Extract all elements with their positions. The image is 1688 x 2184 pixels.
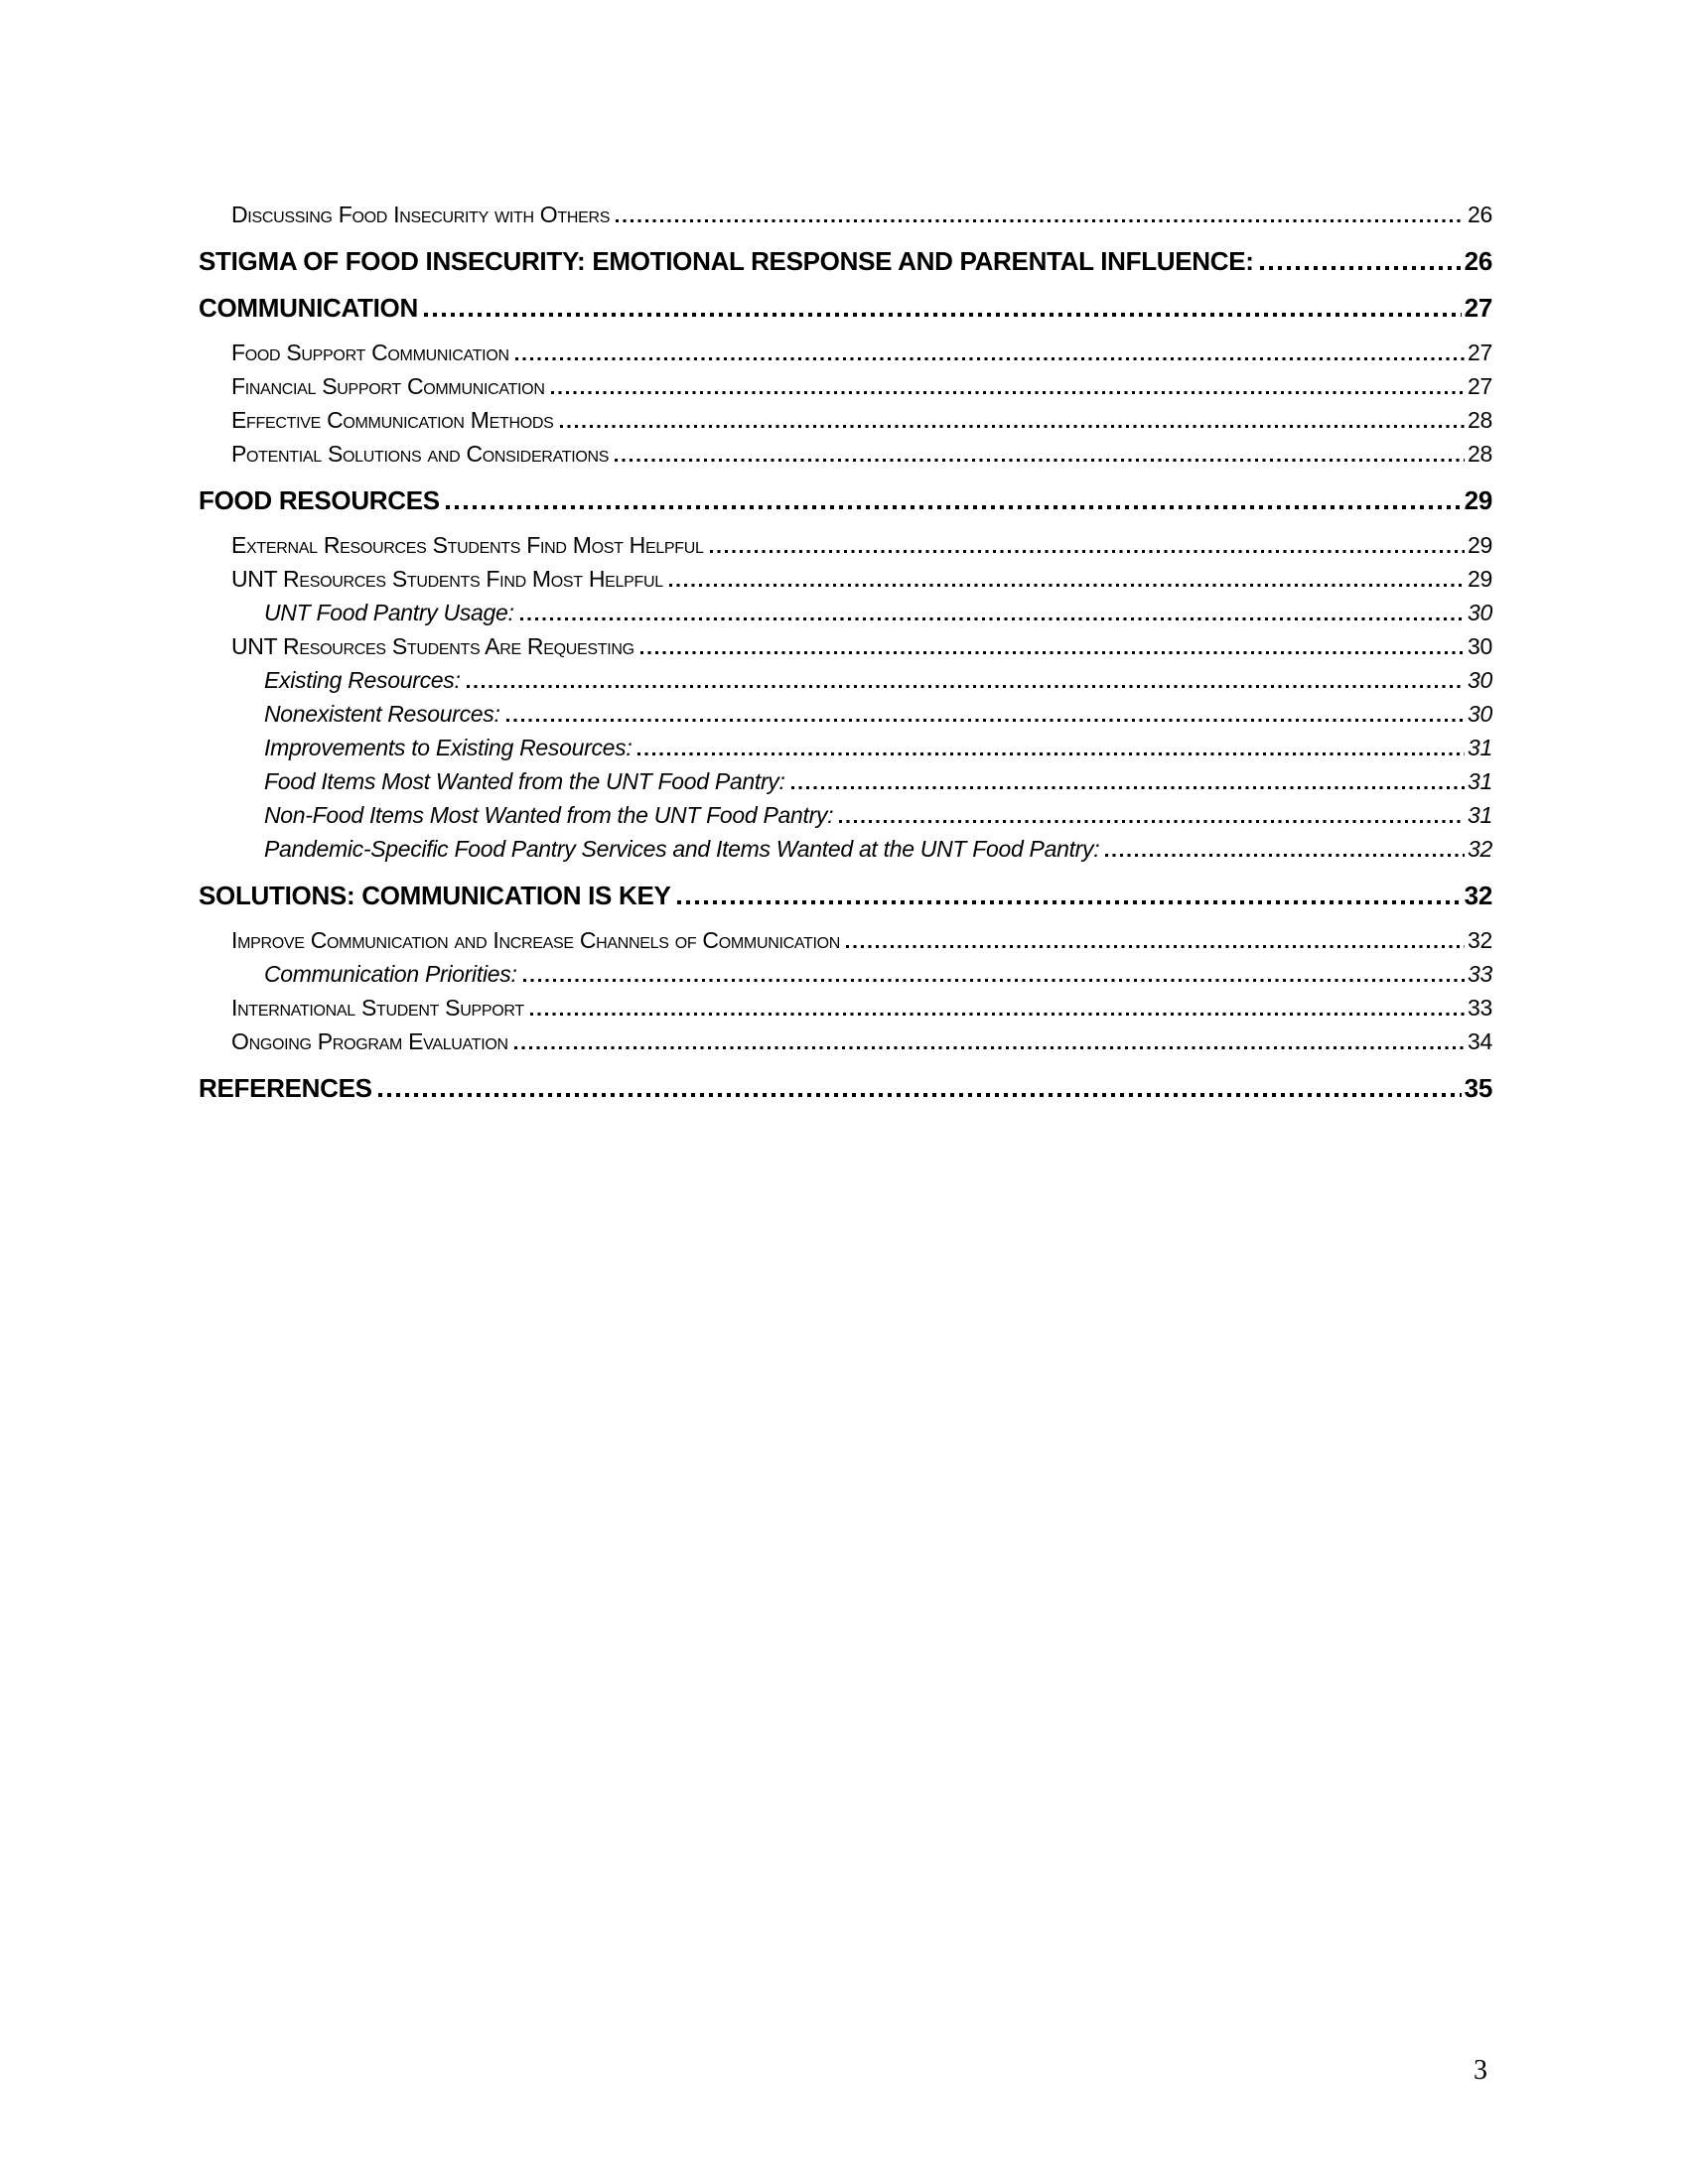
- dot-leader: [637, 752, 1465, 755]
- dot-leader: [616, 219, 1465, 222]
- dot-leader: [514, 1046, 1465, 1049]
- toc-entry-page-number: 32: [1464, 881, 1492, 910]
- dot-leader: [791, 786, 1465, 789]
- toc-entry-label: Improvements to Existing Resources:: [264, 735, 633, 760]
- toc-entry[interactable]: [199, 764, 1492, 798]
- dot-leader: [530, 1013, 1465, 1016]
- toc-entry[interactable]: [199, 798, 1492, 832]
- toc-entry-label: Effective Communication Methods: [231, 407, 554, 433]
- toc-entry-label: Food Support Communication: [231, 340, 509, 365]
- toc-entry-label: FOOD RESOURCES: [199, 485, 440, 515]
- toc-entry-label: Potential Solutions and Considerations: [231, 441, 610, 467]
- toc-entry-label: Nonexistent Resources:: [264, 701, 500, 727]
- toc-entry-label: STIGMA OF FOOD INSECURITY: EMOTIONAL RESPONSE AND PARENTAL INFLUENCE:: [199, 246, 1254, 276]
- toc-entry-label: Ongoing Program Evaluation: [231, 1028, 508, 1054]
- dot-leader: [467, 685, 1465, 688]
- dot-leader: [846, 945, 1465, 948]
- dot-leader: [424, 313, 1462, 317]
- toc-entry-label: Existing Resources:: [264, 667, 461, 693]
- toc-entry[interactable]: [199, 923, 1492, 957]
- dot-leader: [378, 1093, 1462, 1097]
- toc-entry[interactable]: [199, 403, 1492, 437]
- dot-leader: [1105, 854, 1465, 857]
- toc-entry-label: UNT Food Pantry Usage:: [264, 600, 514, 625]
- toc-entry-label: Pandemic-Specific Food Pantry Services and Items Wanted at the UNT Food Pantry:: [264, 836, 1100, 862]
- toc-entry[interactable]: [199, 663, 1492, 697]
- toc-entry-page-number: 31: [1468, 802, 1492, 828]
- toc-entry-page-number: 32: [1468, 836, 1492, 862]
- toc-entry-page-number: 30: [1468, 633, 1492, 659]
- toc-entry[interactable]: [199, 369, 1492, 403]
- toc-entry-page-number: 27: [1468, 373, 1492, 399]
- toc-entry-label: Communication Priorities:: [264, 961, 517, 987]
- toc-entry-page-number: 27: [1464, 293, 1492, 323]
- toc-entry-label: UNT Resources Students Find Most Helpful: [231, 566, 663, 592]
- dot-leader: [523, 979, 1465, 982]
- toc-entry-page-number: 31: [1468, 735, 1492, 760]
- toc-entry-label: Financial Support Communication: [231, 373, 545, 399]
- toc-entry-page-number: 29: [1468, 532, 1492, 558]
- toc-entry-label: International Student Support: [231, 995, 524, 1021]
- toc-entry-page-number: 33: [1468, 961, 1492, 987]
- toc-entry-label: Discussing Food Insecurity with Others: [231, 202, 611, 227]
- toc-entry[interactable]: [199, 336, 1492, 369]
- toc-entry[interactable]: [199, 731, 1492, 764]
- toc-entry[interactable]: [199, 198, 1492, 231]
- toc-entry-label: Food Items Most Wanted from the UNT Food Pantry:: [264, 768, 785, 794]
- dot-leader: [669, 584, 1465, 587]
- dot-leader: [615, 459, 1465, 462]
- toc-entry[interactable]: [199, 629, 1492, 663]
- toc-entry[interactable]: [199, 596, 1492, 629]
- footer-page-number: 3: [1474, 2055, 1487, 2086]
- toc-entry-label: SOLUTIONS: COMMUNICATION IS KEY: [199, 881, 671, 910]
- toc-entry-page-number: 34: [1468, 1028, 1492, 1054]
- toc-entry[interactable]: [199, 832, 1492, 866]
- toc-entry-page-number: 30: [1468, 600, 1492, 625]
- toc-entry[interactable]: [199, 291, 1492, 325]
- toc-entry-page-number: 26: [1468, 202, 1492, 227]
- toc-entry-label: REFERENCES: [199, 1073, 372, 1103]
- toc-entry[interactable]: [199, 1024, 1492, 1058]
- toc-entry-label: External Resources Students Find Most Helpful: [231, 532, 704, 558]
- toc-entry-label: UNT Resources Students Are Requesting: [231, 633, 634, 659]
- toc-entry[interactable]: [199, 879, 1492, 912]
- dot-leader: [560, 425, 1466, 428]
- dot-leader: [710, 550, 1465, 553]
- dot-leader: [640, 651, 1465, 654]
- toc-entry[interactable]: [199, 528, 1492, 562]
- toc-entry[interactable]: [199, 957, 1492, 991]
- toc-entry[interactable]: [199, 697, 1492, 731]
- table-of-contents: [199, 198, 1492, 1116]
- toc-entry-page-number: 30: [1468, 667, 1492, 693]
- toc-entry-label: COMMUNICATION: [199, 293, 418, 323]
- toc-entry-page-number: 28: [1468, 441, 1492, 467]
- dot-leader: [677, 900, 1462, 904]
- dot-leader: [515, 357, 1465, 360]
- toc-entry-page-number: 35: [1464, 1073, 1492, 1103]
- dot-leader: [839, 820, 1465, 823]
- dot-leader: [506, 719, 1465, 722]
- toc-entry-label: Non-Food Items Most Wanted from the UNT Food Pantry:: [264, 802, 834, 828]
- toc-entry-page-number: 27: [1468, 340, 1492, 365]
- toc-entry-page-number: 28: [1468, 407, 1492, 433]
- toc-entry[interactable]: [199, 437, 1492, 471]
- toc-entry-label: Improve Communication and Increase Channels of Communication: [231, 927, 841, 953]
- toc-entry[interactable]: [199, 1071, 1492, 1105]
- toc-entry-page-number: 29: [1464, 485, 1492, 515]
- toc-entry-page-number: 29: [1468, 566, 1492, 592]
- toc-entry[interactable]: [199, 244, 1492, 278]
- dot-leader: [1260, 266, 1462, 270]
- toc-entry[interactable]: [199, 562, 1492, 596]
- toc-entry[interactable]: [199, 991, 1492, 1024]
- toc-entry-page-number: 30: [1468, 701, 1492, 727]
- dot-leader: [551, 391, 1465, 394]
- toc-entry-page-number: 31: [1468, 768, 1492, 794]
- toc-entry-page-number: 32: [1468, 927, 1492, 953]
- dot-leader: [446, 505, 1462, 509]
- dot-leader: [520, 617, 1465, 620]
- toc-entry-page-number: 26: [1464, 246, 1492, 276]
- toc-entry-page-number: 33: [1468, 995, 1492, 1021]
- toc-entry[interactable]: [199, 483, 1492, 517]
